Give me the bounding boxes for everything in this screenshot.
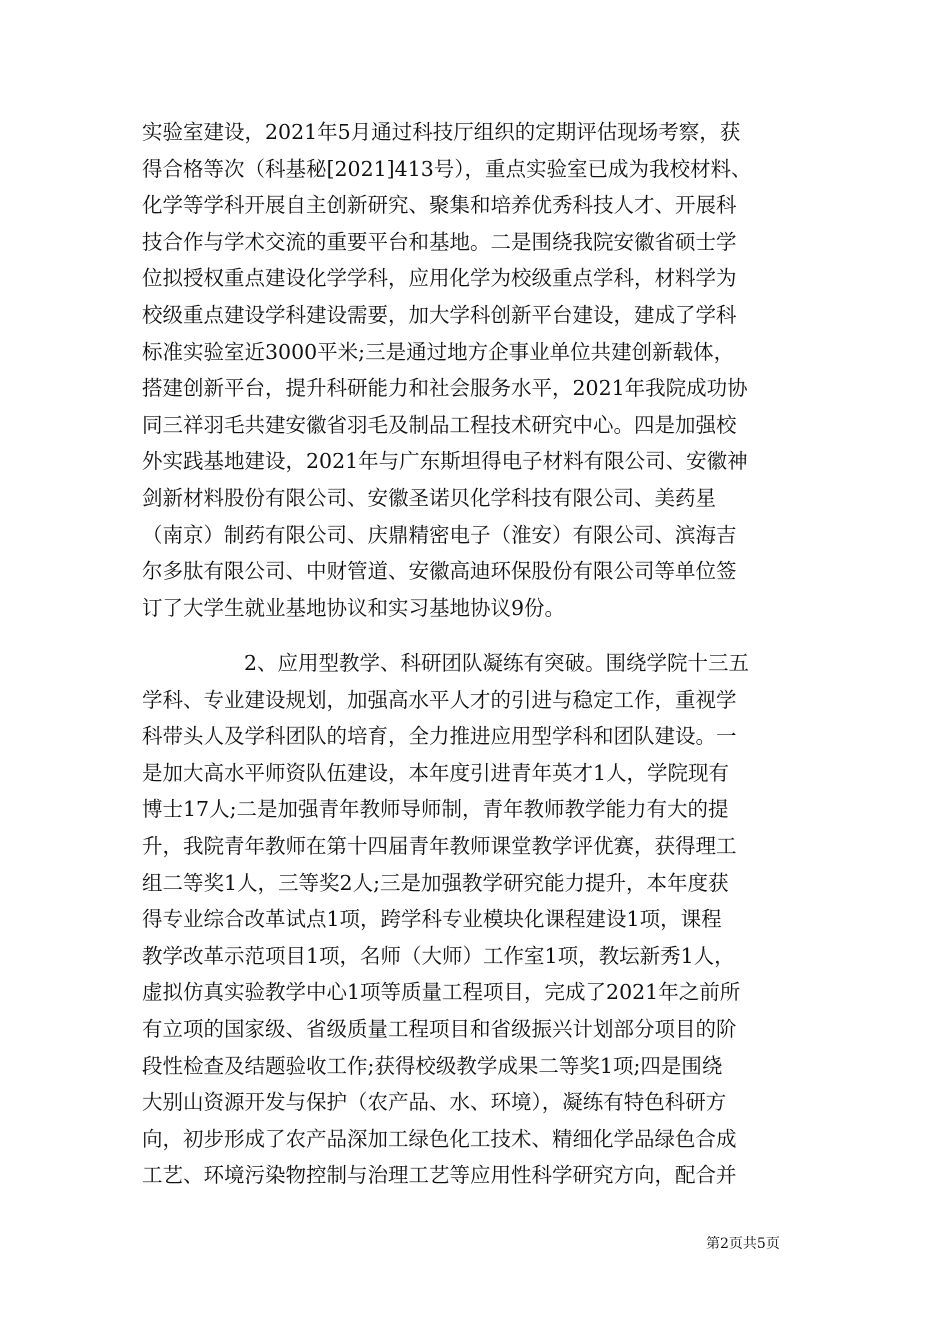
text-line: 得专业综合改革试点1项，跨学科专业模块化课程建设1项，课程 — [142, 907, 722, 932]
text-line: 化学等学科开展自主创新研究、聚集和培养优秀科技人才、开展科 — [142, 193, 737, 218]
text-line: （南京）制药有限公司、庆鼎精密电子（淮安）有限公司、滨海吉 — [142, 522, 737, 547]
text-line: 虚拟仿真实验教学中心1项等质量工程项目，完成了2021年之前所 — [142, 980, 741, 1005]
text-line: 教学改革示范项目1项，名师（大师）工作室1项，教坛新秀1人， — [142, 943, 735, 968]
text-line: 向，初步形成了农产品深加工绿色化工技术、精细化学品绿色合成 — [142, 1126, 737, 1151]
text-line-indented: 2、应用型教学、科研团队凝练有突破。围绕学院十三五 — [244, 651, 750, 675]
text-line: 搭建创新平台，提升科研能力和社会服务水平，2021年我院成功协 — [142, 376, 748, 401]
text-line: 技合作与学术交流的重要平台和基地。二是围绕我院安徽省硕士学 — [142, 229, 737, 254]
paragraph-2 — [142, 645, 832, 1194]
text-line: 工艺、环境污染物控制与治理工艺等应用性科学研究方向，配合并 — [142, 1163, 737, 1188]
text-line: 科带头人及学科团队的培育，全力推进应用型学科和团队建设。一 — [142, 724, 737, 749]
text-line: 是加大高水平师资队伍建设，本年度引进青年英才1人，学院现有 — [142, 760, 730, 785]
text-line: 有立项的国家级、省级质量工程项目和省级振兴计划部分项目的阶 — [142, 1016, 737, 1041]
text-line: 组二等奖1人，三等奖2人;三是加强教学研究能力提升，本年度获 — [142, 870, 729, 895]
text-line: 学科、专业建设规划，加强高水平人才的引进与稳定工作，重视学 — [142, 687, 737, 712]
text-line: 校级重点建设学科建设需要，加大学科创新平台建设，建成了学科 — [142, 302, 737, 327]
text-line: 升，我院青年教师在第十四届青年教师课堂教学评优赛，获得理工 — [142, 833, 737, 858]
text-line: 订了大学生就业基地协议和实习基地协议9份。 — [142, 595, 566, 620]
text-line: 位拟授权重点建设化学学科，应用化学为校级重点学科，材料学为 — [142, 266, 737, 291]
text-line: 大别山资源开发与保护（农产品、水、环境），凝练有特色科研方 — [142, 1090, 727, 1115]
text-line: 同三祥羽毛共建安徽省羽毛及制品工程技术研究中心。四是加强校 — [142, 412, 737, 437]
text-line: 外实践基地建设，2021年与广东斯坦得电子材料有限公司、安徽神 — [142, 449, 748, 474]
text-line: 标准实验室近3000平米;三是通过地方企事业单位共建创新载体， — [142, 339, 735, 364]
text-line: 实验室建设，2021年5月通过科技厅组织的定期评估现场考察，获 — [142, 120, 741, 144]
text-line: 得合格等次（科基秘[2021]413号），重点实验室已成为我校材料、 — [142, 156, 752, 181]
page-number: 第2页共5页 — [706, 1236, 780, 1252]
text-line: 段性检查及结题验收工作;获得校级教学成果二等奖1项;四是围绕 — [142, 1053, 723, 1078]
paragraph-1 — [142, 114, 832, 626]
text-line: 博士17人;二是加强青年教师导师制，青年教师教学能力有大的提 — [142, 797, 729, 822]
text-line: 尔多肽有限公司、中财管道、安徽高迪环保股份有限公司等单位签 — [142, 559, 737, 584]
text-line: 剑新材料股份有限公司、安徽圣诺贝化学科技有限公司、美药星 — [142, 485, 716, 510]
